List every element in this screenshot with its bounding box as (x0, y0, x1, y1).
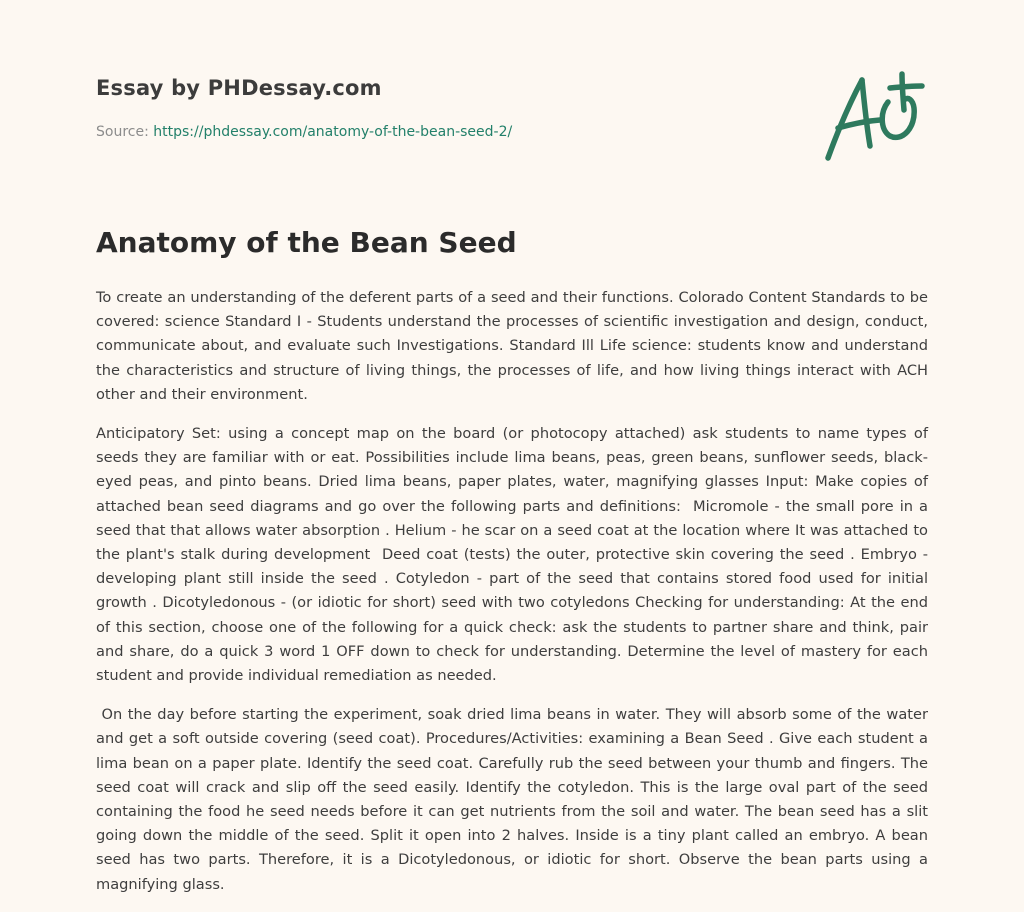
source-link[interactable]: https://phdessay.com/anatomy-of-the-bean-seed-2/ (153, 124, 513, 140)
a-plus-grade-icon (818, 66, 930, 166)
source-label: Source: (96, 124, 154, 140)
essay-paragraph: On the day before starting the experiment, soak dried lima beans in water. They will absorb some of the water and get a soft outside covering (seed coat). Procedures/Activities: examining a Bean Seed . Give each student a lima bean on a paper plate. Identify the seed coat. Carefully rub the seed between your thumb and fingers. The seed coat will crack and slip off the seed easily. Identify the cotyledon. This is the large oval part of the seed containing the food he seed needs before it can get nutrients from the soil and water. The bean seed has a slit going down the middle of the seed. Split it open into 2 halves. Inside is a tiny plant called an embryo. A bean seed has two parts. Therefore, it is a Dicotyledonous, or idiotic for short. Observe the bean parts using a magnifying glass. (96, 706, 933, 893)
essay-paragraph: To create an understanding of the deferent parts of a seed and their functions. Colorado Content Standards to be covered: science Standard I - Students understand the processes of scientific investigation and design, conduct, communicate about, and evaluate such Investigations. Standard Ill Life science: students know and understand the characteristics and structure of living things, the processes of life, and how living things interact with ACH other and their environment. (96, 289, 933, 403)
source-line (96, 124, 512, 140)
essay-paragraph: Anticipatory Set: using a concept map on the board (or photocopy attached) ask students to name types of seeds they are familiar with or eat. Possibilities include lima beans, peas, green beans, sunflower seeds, black-eyed peas, and pinto beans. Dried lima beans, paper plates, water, magnifying glasses Input: Make copies of attached bean seed diagrams and go over the following parts and definitions: Micromole - the small pore in a seed that that allows water absorption . Helium - he scar on a seed coat at the location where It was attached to the plant's stalk during development Deed coat (tests) the outer, protective skin covering the seed . Embryo - developing plant still inside the seed . Cotyledon - part of the seed that contains stored food used for initial growth . Dicotyledonous - (or idiotic for short) seed with two cotyledons Checking for understanding: At the end of this section, choose one of the following for a quick check: ask the students to partner share and think, pair and share, do a quick 3 word 1 OFF down to check for understanding. Determine the level of mastery for each student and provide individual remediation as needed. (96, 425, 933, 685)
essay-body (96, 286, 933, 912)
site-brand: Essay by PHDessay.com (96, 76, 382, 100)
essay-title: Anatomy of the Bean Seed (96, 226, 517, 259)
